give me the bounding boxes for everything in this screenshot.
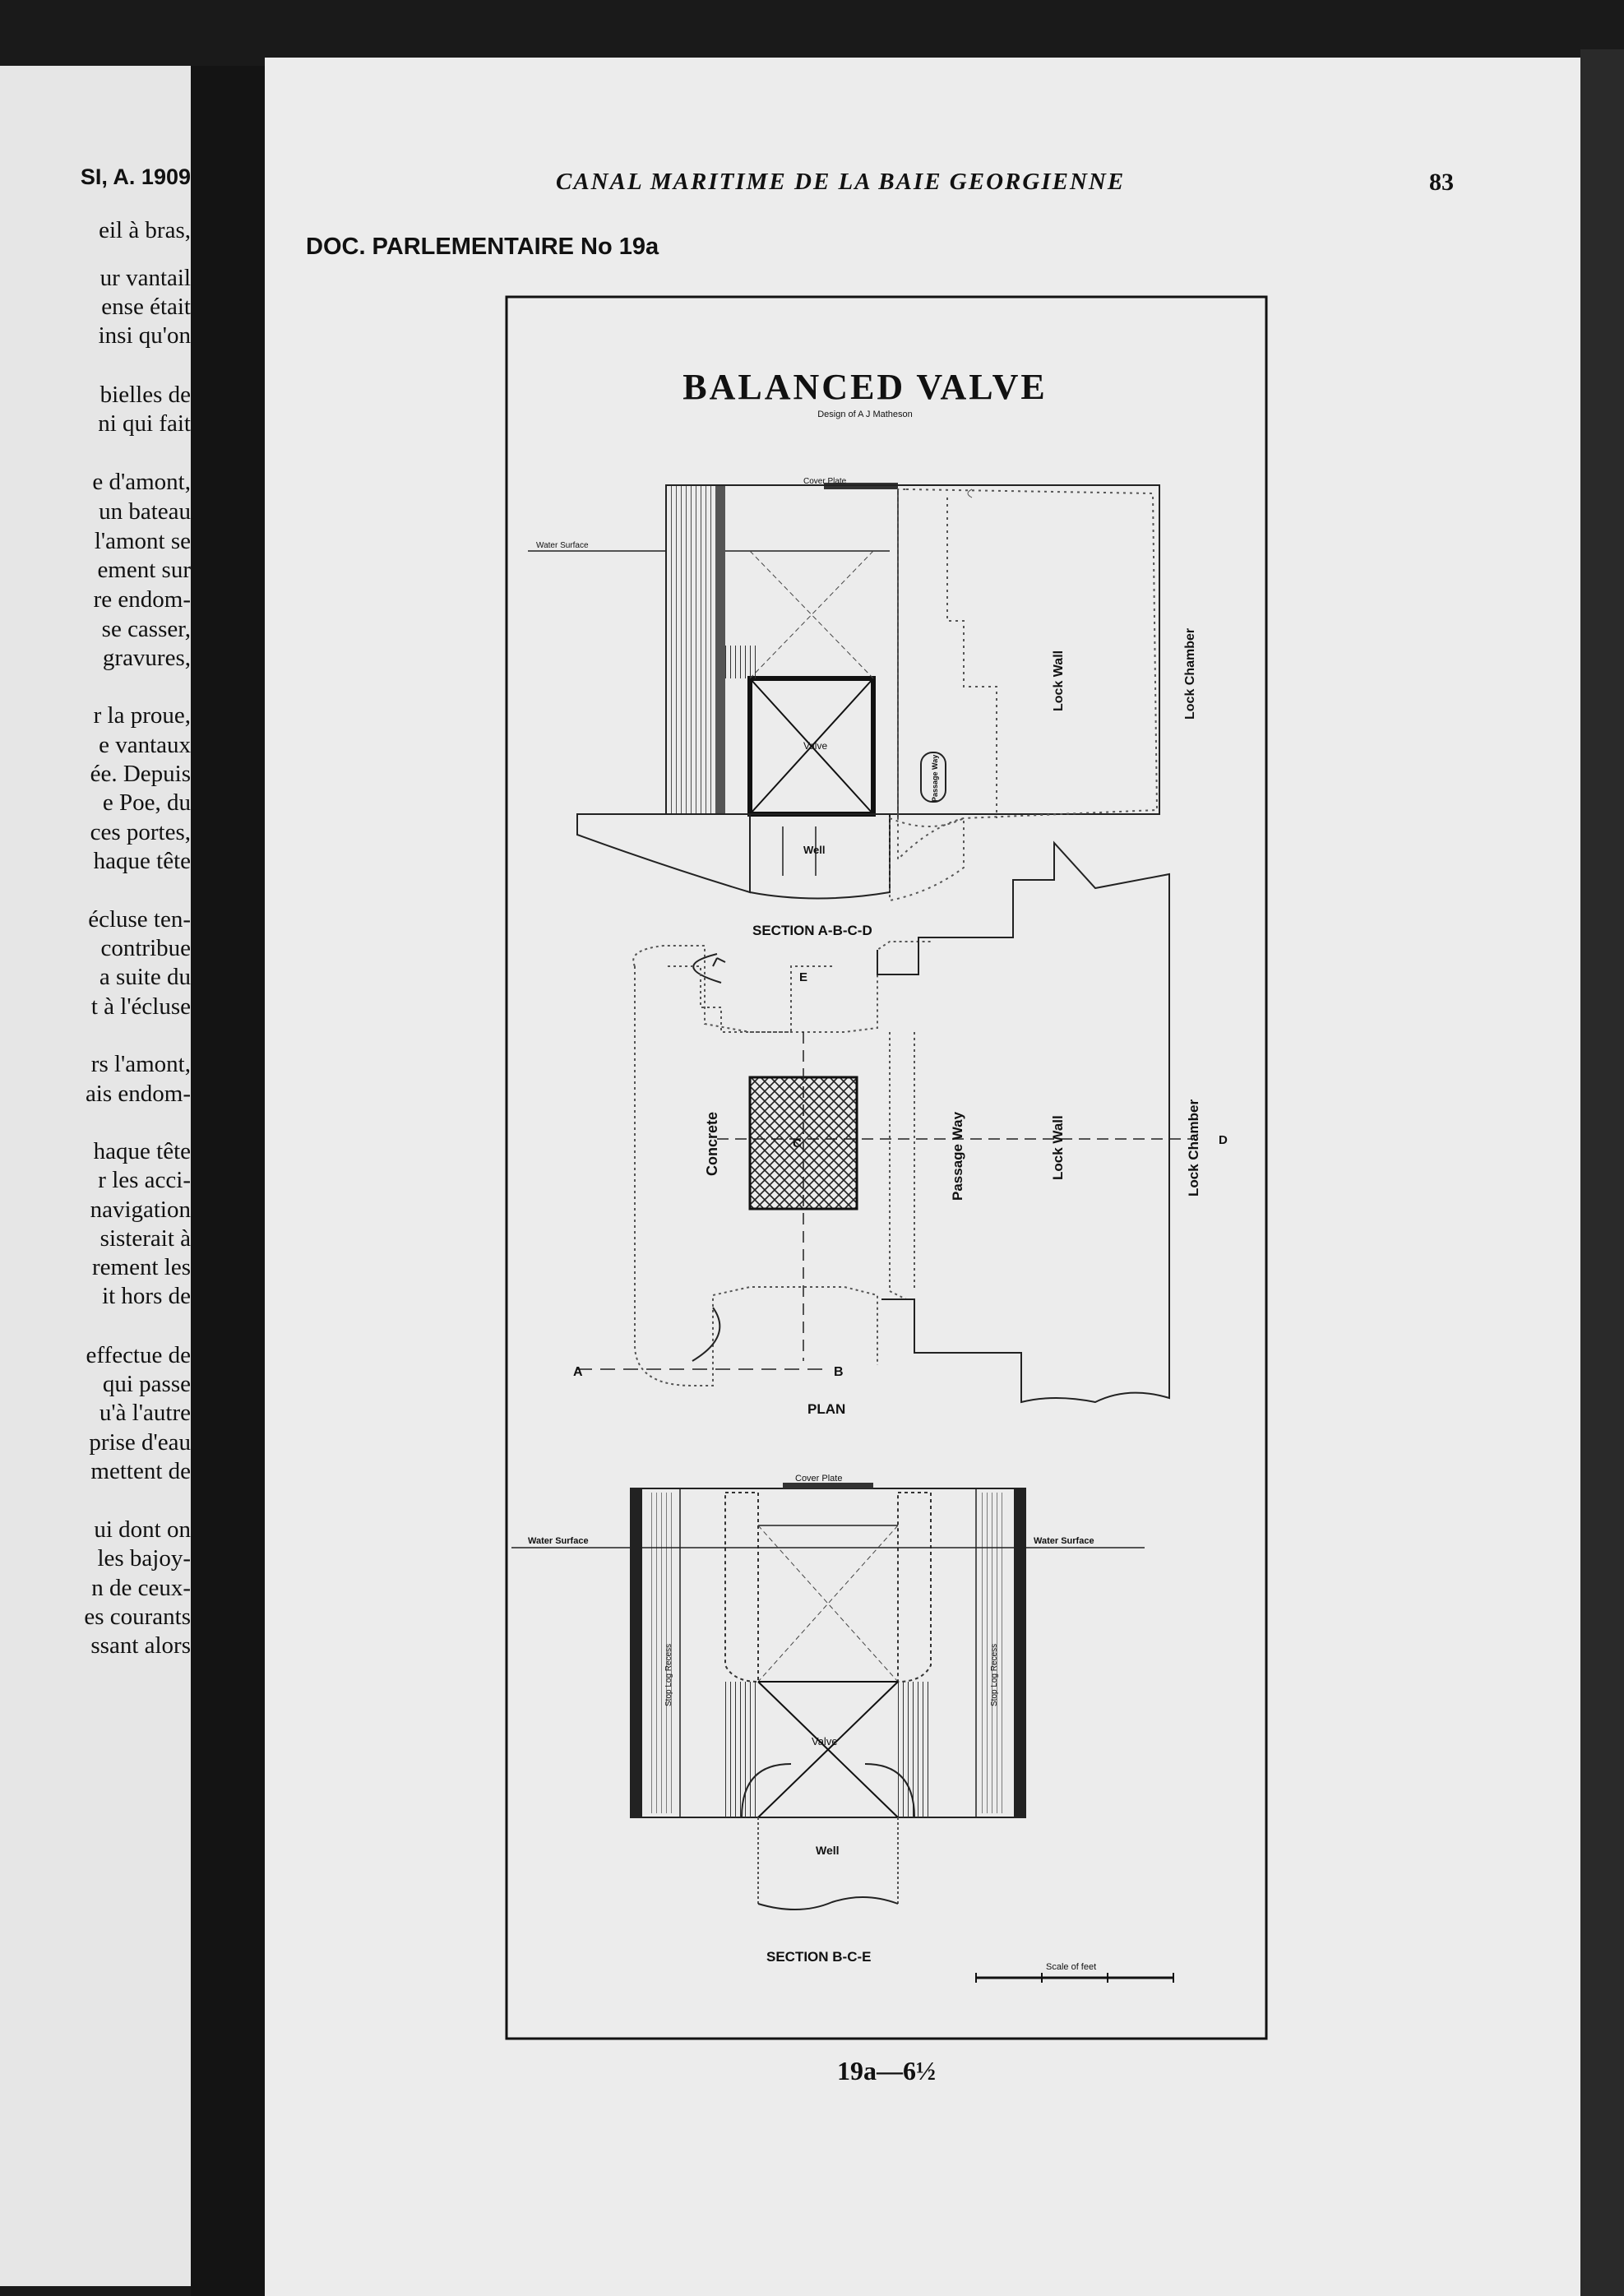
left-page-text-line: ssant alors <box>90 1632 191 1659</box>
label-scale: Scale of feet <box>1046 1962 1097 1972</box>
left-page-text-line: navigation <box>90 1197 191 1223</box>
page-edge <box>1580 49 1624 2296</box>
left-page-text-line: a suite du <box>99 964 191 990</box>
plan-drawing <box>577 843 1194 1402</box>
left-page-text-line: ces portes, <box>90 819 191 845</box>
left-page-text-line: ur vantail <box>99 265 191 291</box>
left-page-text-line: ni qui fait <box>98 410 191 437</box>
left-page-text-line: se casser, <box>101 616 191 642</box>
left-page-text-line: u'à l'autre <box>99 1400 191 1426</box>
label-cover-plate-top: Cover Plate <box>803 477 847 486</box>
left-page-text-line: prise d'eau <box>89 1429 191 1456</box>
book-gutter <box>191 66 269 2296</box>
left-page-text-line: e Poe, du <box>102 789 191 816</box>
left-page-text-line: contribue <box>100 935 191 961</box>
document-reference: DOC. PARLEMENTAIRE No 19a <box>306 234 659 260</box>
label-stop-log-recess-right: Stop Log Recess <box>990 1643 999 1706</box>
left-page-text-line: ement sur <box>97 557 191 583</box>
label-section-bce: SECTION B-C-E <box>766 1949 872 1965</box>
left-page-text-line: haque tête <box>93 1138 191 1164</box>
label-b: B <box>834 1365 844 1379</box>
left-page-text-line: t à l'écluse <box>90 993 191 1020</box>
left-page-text-line: gravures, <box>102 645 191 671</box>
running-title: CANAL MARITIME DE LA BAIE GEORGIENNE <box>556 169 1126 195</box>
left-page-text-line: mettent de <box>90 1458 191 1484</box>
label-well-bottom: Well <box>816 1844 840 1857</box>
left-page-text-line: ense était <box>101 294 191 320</box>
label-valve-bottom: Valve <box>812 1735 838 1747</box>
label-water-surface-top: Water Surface <box>536 541 589 550</box>
label-passage-way-top: Passage Way <box>931 754 939 802</box>
page-number: 83 <box>1429 169 1454 196</box>
left-page-text-line: e d'amont, <box>92 469 191 495</box>
label-passage-way: Passage Way <box>950 1111 965 1201</box>
label-lock-chamber-top: Lock Chamber <box>1183 627 1197 720</box>
left-page-text-line: sisterait à <box>99 1225 191 1252</box>
left-page-text-line: ais endom- <box>85 1081 191 1107</box>
plate-frame <box>507 297 1266 2039</box>
footer-signature-mark: 19a—6½ <box>837 2056 936 2085</box>
label-water-surface-right: Water Surface <box>1034 1536 1094 1546</box>
left-page-text-line: ui dont on <box>94 1516 191 1543</box>
label-lock-chamber-plan: Lock Chamber <box>1186 1099 1201 1197</box>
left-page-text-line: it hors de <box>102 1283 191 1309</box>
label-plan: PLAN <box>807 1401 846 1417</box>
left-page-text-line: r la proue, <box>93 702 191 729</box>
left-page-text-line: un bateau <box>99 498 191 525</box>
label-cover-plate-bottom: Cover Plate <box>795 1474 843 1484</box>
left-page-text-line: r les acci- <box>98 1167 191 1193</box>
left-page-text-line: l'amont se <box>94 528 191 554</box>
plate-title: BALANCED VALVE <box>682 367 1048 407</box>
left-page-text-line: écluse ten- <box>88 906 191 933</box>
label-well-top: Well <box>803 844 826 856</box>
label-d: D <box>1219 1133 1228 1147</box>
label-water-surface-left: Water Surface <box>528 1536 589 1546</box>
left-page-text-line: es courants <box>84 1604 191 1630</box>
left-page-text-line: e vantaux <box>99 732 191 758</box>
left-page-text-line: effectue de <box>86 1342 191 1368</box>
left-page-text-line: eil à bras, <box>99 217 191 243</box>
label-lock-wall-plan: Lock Wall <box>1050 1115 1066 1180</box>
left-page-text-line: haque tête <box>93 848 191 874</box>
left-page-text-line: les bajoy- <box>97 1545 191 1572</box>
left-page-text-line: insi qu'on <box>98 322 191 349</box>
left-page-text-line: rs l'amont, <box>90 1051 191 1077</box>
scale-bar <box>976 1973 1173 1983</box>
label-c: C <box>793 1136 802 1150</box>
plate-subtitle: Design of A J Matheson <box>817 410 913 419</box>
label-concrete: Concrete <box>704 1111 720 1176</box>
label-valve-top: Valve <box>803 740 828 752</box>
label-stop-log-recess-left: Stop Log Recess <box>664 1643 673 1706</box>
left-page-text-line: re endom- <box>93 586 191 613</box>
left-page-text-line: n de ceux- <box>91 1575 191 1601</box>
label-section-abcd: SECTION A-B-C-D <box>752 923 872 938</box>
label-a: A <box>573 1365 583 1379</box>
balanced-valve-plate <box>503 292 1275 2044</box>
left-page-text-line: SI, A. 1909 <box>80 164 191 189</box>
label-e: E <box>799 970 808 984</box>
left-page-text-line: qui passe <box>102 1371 191 1397</box>
left-page <box>0 66 197 2286</box>
left-page-text-line: ée. Depuis <box>90 761 191 787</box>
label-lock-wall-top: Lock Wall <box>1052 650 1066 711</box>
left-page-text-line: rement les <box>92 1254 191 1280</box>
left-page-text-line: bielles de <box>99 382 191 408</box>
